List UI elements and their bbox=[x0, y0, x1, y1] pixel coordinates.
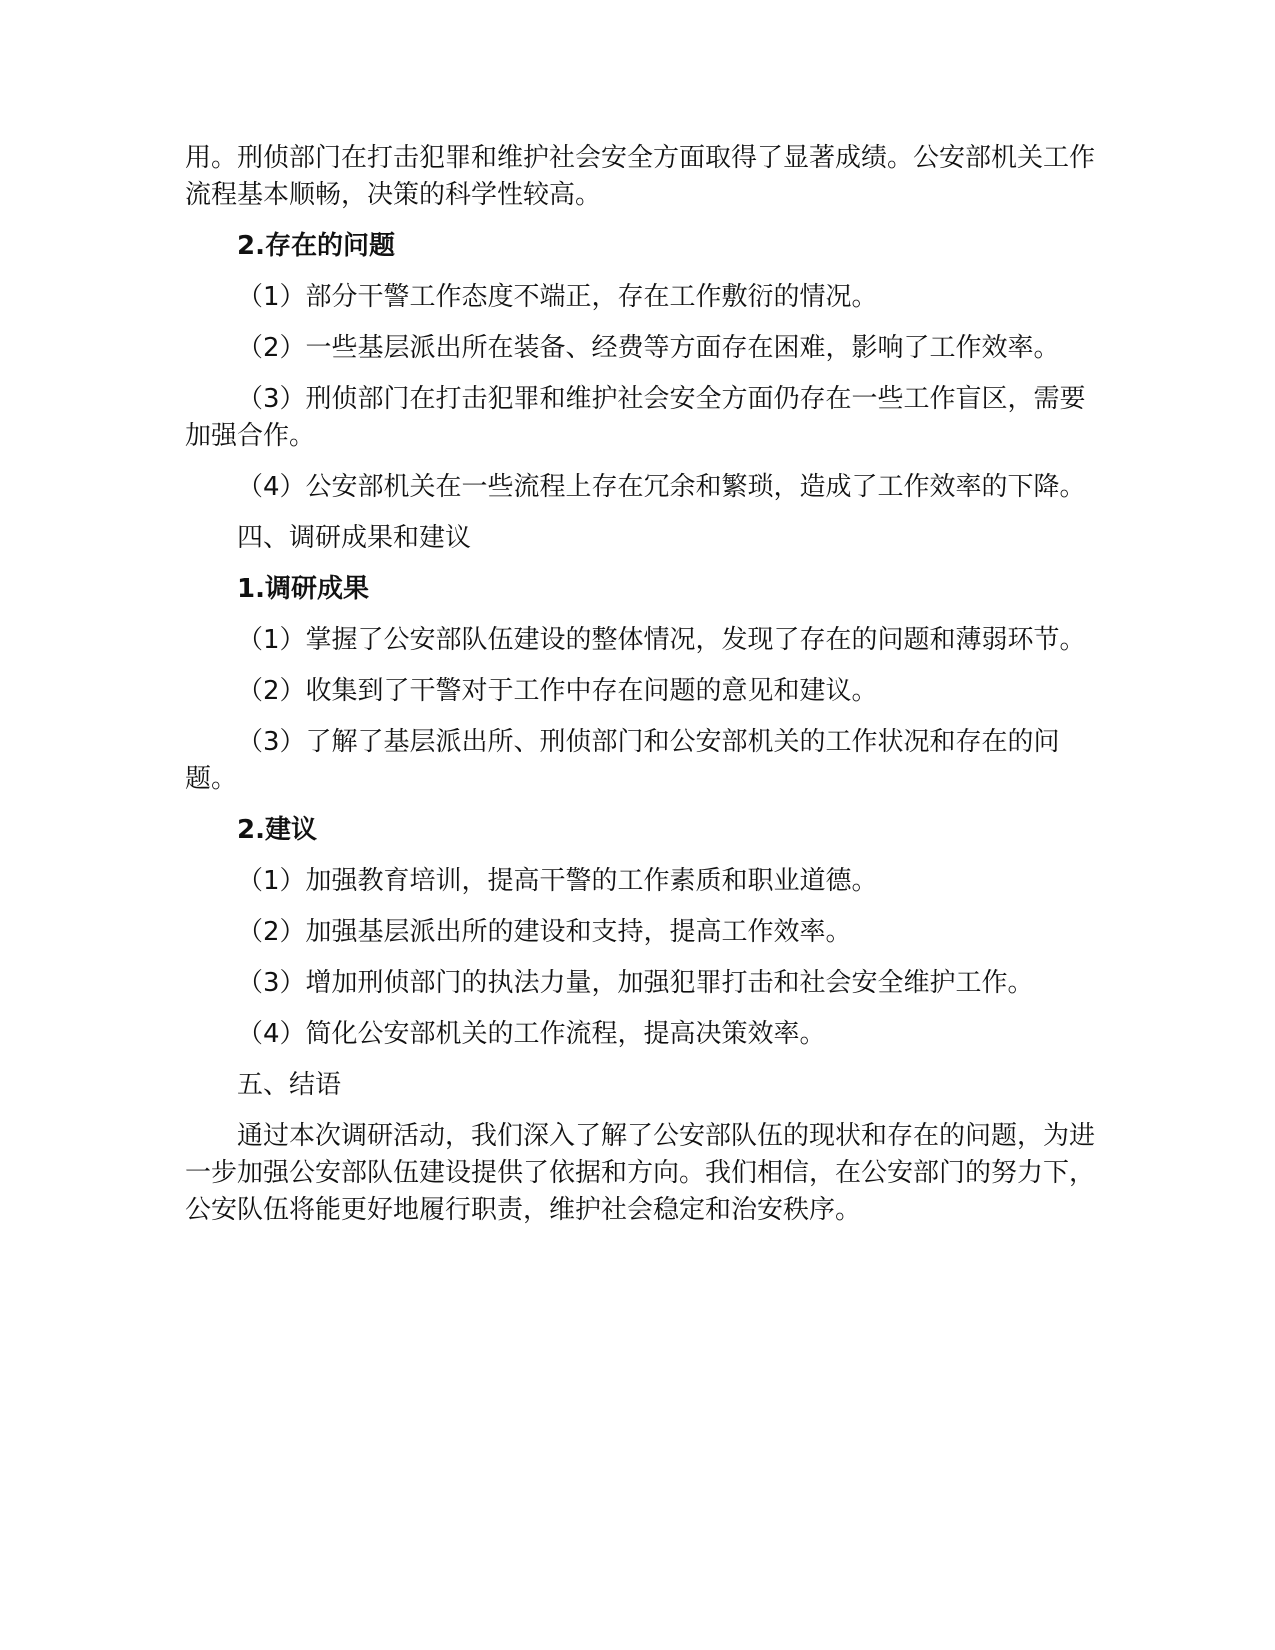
problem-item-1: （1）部分干警工作态度不端正，存在工作敷衍的情况。 bbox=[237, 282, 878, 312]
problem-item-2: （2）一些基层派出所在装备、经费等方面存在困难，影响了工作效率。 bbox=[237, 333, 1060, 363]
result-item-3: （3）了解了基层派出所、刑侦部门和公安部机关的工作状况和存在的问题。 bbox=[185, 727, 1060, 794]
problem-item-3: （3）刑侦部门在打击犯罪和维护社会安全方面仍存在一些工作盲区，需要加强合作。 bbox=[185, 384, 1086, 451]
result-item-1: （1）掌握了公安部队伍建设的整体情况，发现了存在的问题和薄弱环节。 bbox=[237, 625, 1086, 655]
subheading-problems: 2.存在的问题 bbox=[237, 231, 395, 261]
section-heading-results: 四、调研成果和建议 bbox=[237, 523, 472, 553]
problem-item-4: （4）公安部机关在一些流程上存在冗余和繁琐，造成了工作效率的下降。 bbox=[237, 472, 1086, 502]
conclusion-paragraph: 通过本次调研活动，我们深入了解了公安部队伍的现状和存在的问题，为进一步加强公安部队伍建设提供了依据和方向。我们相信，在公安部门的努力下，公安队伍将能更好地履行职责，维护社会稳定和治安秩序。 bbox=[185, 1121, 1096, 1225]
result-item-2: （2）收集到了干警对于工作中存在问题的意见和建议。 bbox=[237, 676, 878, 706]
suggestion-item-2: （2）加强基层派出所的建设和支持，提高工作效率。 bbox=[237, 917, 852, 947]
paragraph-continuation: 用。刑侦部门在打击犯罪和维护社会安全方面取得了显著成绩。公安部机关工作流程基本顺畅，决策的科学性较高。 bbox=[185, 143, 1096, 210]
suggestion-item-3: （3）增加刑侦部门的执法力量，加强犯罪打击和社会安全维护工作。 bbox=[237, 968, 1034, 998]
suggestion-item-1: （1）加强教育培训，提高干警的工作素质和职业道德。 bbox=[237, 866, 878, 896]
section-heading-conclusion: 五、结语 bbox=[237, 1070, 342, 1100]
subheading-results: 1.调研成果 bbox=[237, 574, 369, 604]
suggestion-item-4: （4）简化公安部机关的工作流程，提高决策效率。 bbox=[237, 1019, 826, 1049]
document-body bbox=[185, 140, 1100, 1243]
subheading-suggestions: 2.建议 bbox=[237, 815, 317, 845]
